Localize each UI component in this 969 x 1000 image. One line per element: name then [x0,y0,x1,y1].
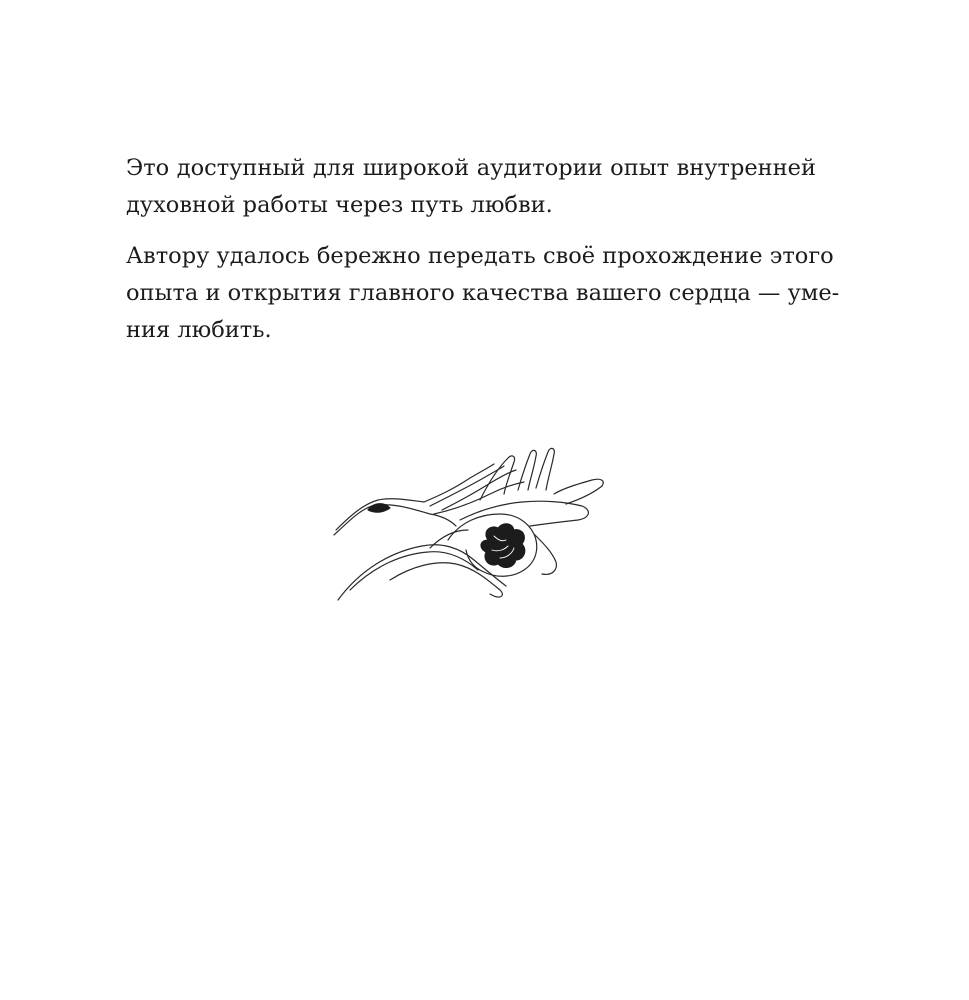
paragraph-2 [126,238,840,349]
body-text [126,150,840,349]
hands-holding-heart-icon [330,440,620,605]
paragraph-2-line-1: Автору удалось бережно передать своё прохождение этого [126,243,834,269]
paragraph-1-line-2: духовной работы через путь любви. [126,192,553,218]
paragraph-spacer [126,224,816,238]
paragraph-1 [126,150,816,224]
paragraph-2-line-3: ния любить. [126,317,272,343]
paragraph-2-line-2: опыта и открытия главного качества вашего сердца — уме- [126,280,840,306]
paragraph-1-line-1: Это доступный для широкой аудитории опыт внутренней [126,155,816,181]
